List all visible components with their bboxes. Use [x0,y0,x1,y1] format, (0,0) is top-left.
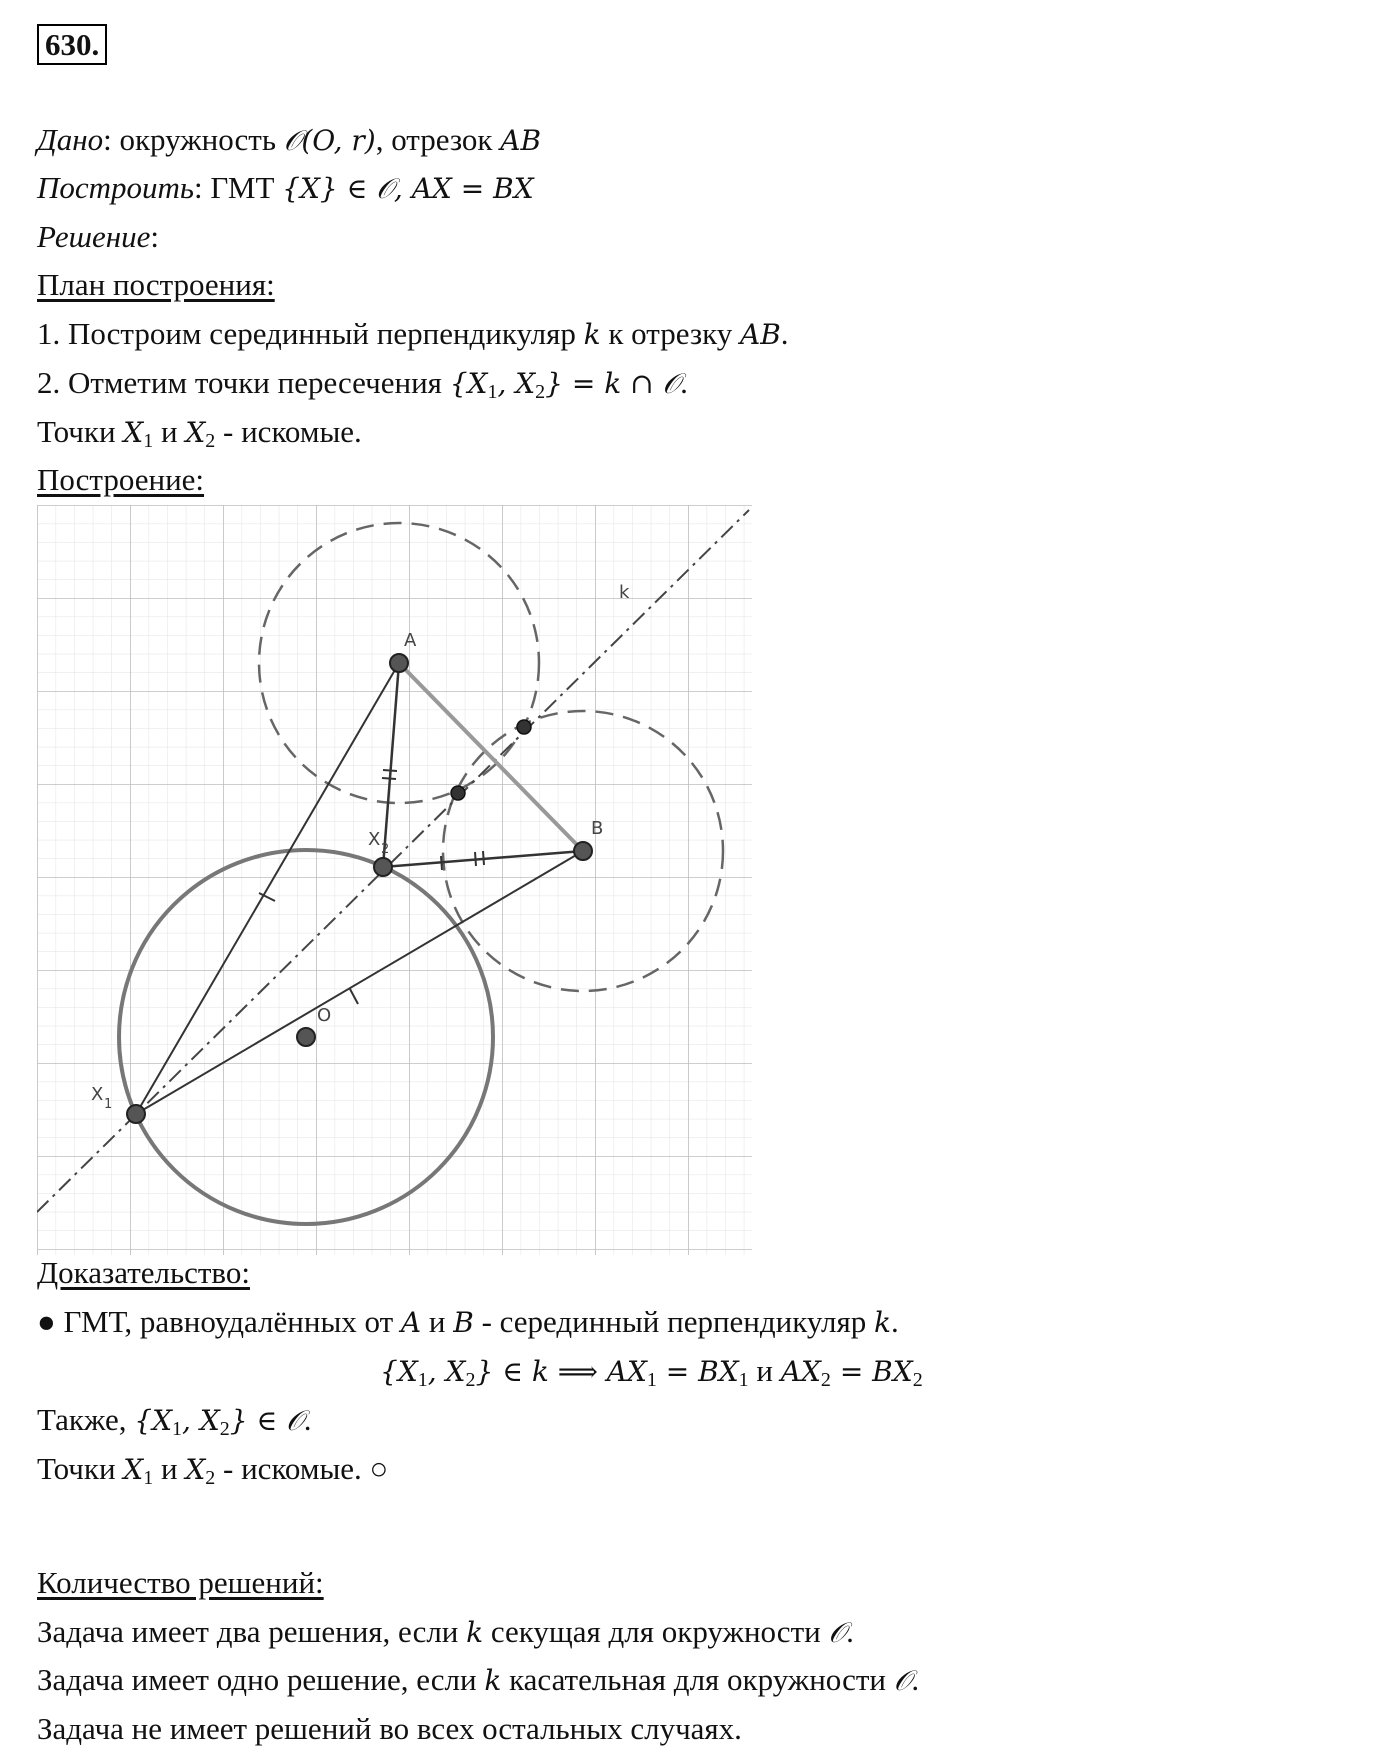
step2-sub2: 2 [535,381,546,403]
given-label: Дано [37,122,104,157]
step1-k: k [583,318,601,351]
label-o: O [317,1005,332,1026]
construct-label: Построить [37,170,195,205]
proof4-x1: X [123,1453,144,1486]
step2-f2: , X [497,367,536,400]
count-line-1 [37,1613,854,1652]
proof1-text2: - серединный перпендикуляр [473,1304,874,1339]
plan-step-2 [37,364,688,403]
construction-heading: Построение: [37,462,205,497]
count1-dot: . [846,1614,854,1649]
given-text: окружность [119,122,284,157]
proof2-s6: 2 [912,1369,923,1391]
proof2-f6: = BX [830,1355,913,1388]
label-b: B [591,818,604,839]
step1-text: 1. Построим серединный перпендикуляр [37,316,584,351]
label-a: A [404,630,417,651]
count-line-3: Задача не имеет решений во всех остальных случаях. [37,1711,742,1746]
solution-label: Решение [37,219,151,254]
helper-intersection-2 [451,786,465,800]
proof4-text2: - искомые. ○ [215,1451,389,1486]
step1-ab: AB [739,318,781,351]
proof1-a: A [400,1306,422,1339]
given-circle: 𝒪(O, r) [283,124,376,157]
count2-text: Задача имеет одно решение, если [37,1662,485,1697]
proof-heading: Доказательство: [37,1255,250,1290]
count1-text2: секущая для окружности [483,1614,829,1649]
point-a [390,654,408,672]
step2-text: 2. Отметим точки пересечения [37,365,450,400]
proof2-s5: 2 [820,1369,831,1391]
proof3-dot: . [303,1402,312,1437]
proof-line-1 [37,1303,899,1342]
helper-intersection-1 [517,720,531,734]
step1-dot: . [780,316,789,351]
label-k: k [619,582,630,603]
result-x2: X [185,416,206,449]
point-o [297,1028,315,1046]
result-sub1: 1 [143,430,154,452]
proof4-and: и [153,1451,186,1486]
construct-text: ГМТ [210,170,283,205]
proof2-f5: AX [780,1355,821,1388]
proof2-s3: 1 [646,1369,657,1391]
count-line-2 [37,1661,919,1700]
label-x1: X [91,1084,104,1105]
result-text2: - искомые. [215,414,362,449]
plan-heading: План построения: [37,267,275,302]
result-x1: X [123,416,144,449]
proof4-s1: 1 [143,1467,154,1489]
problem-number: 630. [37,24,107,65]
proof4-s2: 2 [205,1467,216,1489]
count2-dot: . [911,1662,920,1697]
count1-k: k [466,1616,484,1649]
step2-dot: . [680,365,688,400]
proof-line-2 [380,1352,923,1391]
construction-figure [37,505,752,1260]
proof2-s2: 2 [465,1369,476,1391]
proof3-f3: } ∈ 𝒪 [229,1404,304,1437]
label-x2: X [368,829,381,850]
step2-sub1: 1 [487,381,498,403]
proof3-f1: {X [134,1404,173,1437]
proof2-s4: 1 [738,1369,749,1391]
proof4-x2: X [185,1453,206,1486]
proof1-b: B [453,1306,474,1339]
given-segment: AB [500,124,542,157]
count2-text2: касательная для окружности [501,1662,894,1697]
result-text: Точки [37,414,124,449]
proof2-f3: } ∈ k ⟹ AX [475,1355,647,1388]
proof1-dot: . [890,1304,899,1339]
proof1-k: k [874,1306,891,1339]
step2-f3: } = k ∩ 𝒪 [545,367,681,400]
proof4-text: Точки [37,1451,124,1486]
proof-line-3 [37,1401,311,1440]
proof3-s1: 1 [172,1418,183,1440]
count2-k: k [484,1664,502,1697]
plan-result [37,413,362,452]
point-b [574,842,592,860]
solution-line: Решение: [37,219,159,254]
proof-line-4 [37,1450,388,1489]
step2-f1: {X [449,367,488,400]
label-x1-sub: 1 [104,1097,113,1112]
proof2-s1: 1 [417,1369,428,1391]
proof1-text: ● ГМТ, равноудалённых от [37,1304,401,1339]
proof3-s2: 2 [219,1418,230,1440]
plan-step-1 [37,315,789,354]
result-sub2: 2 [205,430,216,452]
count1-text: Задача имеет два решения, если [37,1614,467,1649]
construct-formula: {X} ∈ 𝒪, AX = BX [282,172,534,205]
count-heading: Количество решений: [37,1565,324,1600]
point-x1 [127,1105,145,1123]
result-and: и [153,414,186,449]
proof3-f2: , X [182,1404,220,1437]
label-x2-sub: 2 [381,842,390,857]
count2-o: 𝒪 [893,1664,912,1697]
proof2-and: и [748,1353,781,1388]
construct-line: Построить: ГМТ {X} ∈ 𝒪, AX = BX [37,170,534,205]
given-line: Дано: окружность 𝒪(O, r), отрезок AB [37,122,542,157]
proof3-text: Также, [37,1402,135,1437]
proof2-f4: = BX [656,1355,739,1388]
count1-o: 𝒪 [828,1616,847,1649]
proof2-f1: {X [380,1355,418,1388]
proof2-f2: , X [427,1355,466,1388]
point-x2 [374,858,392,876]
proof1-and: и [421,1304,454,1339]
grid [37,505,752,1255]
step1-text2: к отрезку [600,316,740,351]
given-text2: , отрезок [375,122,501,157]
